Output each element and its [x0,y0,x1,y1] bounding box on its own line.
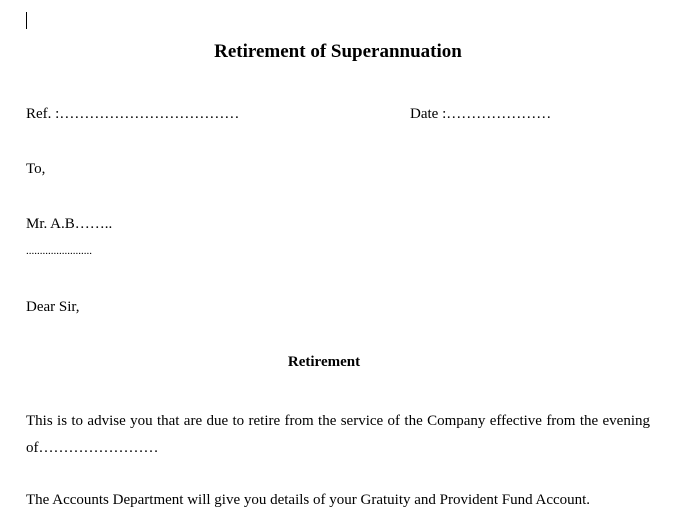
address-placeholder: ........................ [26,245,92,257]
addressee-name: Mr. A.B…….. [26,216,113,232]
reference-field: Ref. :……………………………… [26,106,240,122]
date-field: Date :………………… [410,106,552,122]
text-cursor [26,12,27,29]
to-line: To, [26,161,46,177]
body-paragraph-retirement-notice: This is to advise you that are due to retire from the service of the Company effective from the evening of…………………… [26,413,650,456]
body-paragraph-accounts: The Accounts Department will give you details of your Gratuity and Provident Fund Account. [26,492,591,508]
salutation: Dear Sir, [26,299,80,315]
document-title: Retirement of Superannuation [214,41,462,62]
subject-heading: Retirement [287,354,361,370]
